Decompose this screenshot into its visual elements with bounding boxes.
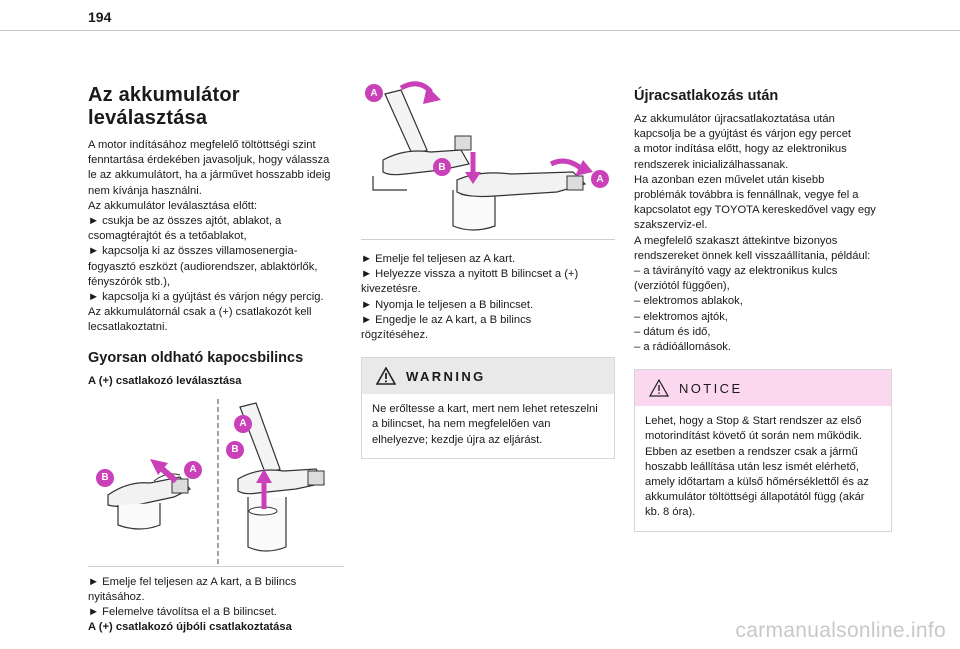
intro-text (88, 138, 344, 336)
notice-body (635, 406, 891, 530)
watermark: carmanualsonline.info (735, 619, 946, 642)
text-line: A megfelelő szakaszt áttekintve bizonyos (634, 234, 838, 247)
subtitle-reconnect: A (+) csatlakozó újbóli csatlakoztatása (88, 621, 292, 634)
text-line: szakszerviz-el. (634, 219, 708, 232)
text-line: fényszórók stb.), (88, 275, 171, 288)
text-line: ► kapcsolja ki az összes villamosenergia- (88, 245, 298, 258)
text-line: Az akkumulátor újracsatlakoztatása után (634, 113, 835, 125)
text-line: kb. 8 óra). (645, 506, 696, 519)
text-line: csomagtérajtót és a tetőablakot, (88, 230, 247, 243)
marker-a: A (184, 461, 202, 479)
text-line: – elektromos ajtók, (634, 310, 728, 323)
notice-header (635, 370, 891, 406)
notice-title: NOTICE (679, 380, 743, 396)
section-title-quick-clamp: Gyorsan oldható kapocsbilincs (88, 349, 304, 366)
warning-box (361, 357, 615, 459)
section-title-disconnect: Az akkumulátor leválasztása (88, 84, 240, 129)
text-line: amely időtartam a külső hőmérséklettől és az (645, 476, 869, 489)
notice-triangle-icon (649, 379, 669, 397)
text-line: Ha azonban ezen művelet után kisebb (634, 173, 825, 186)
text-line: – a rádióállomások. (634, 341, 732, 354)
page-number: 194 (88, 9, 112, 25)
text-line: rögzítéséhez. (361, 329, 429, 342)
warning-title: WARNING (406, 368, 486, 384)
warning-header (362, 358, 614, 394)
removal-steps (88, 575, 344, 621)
warning-triangle-icon (376, 367, 396, 385)
clamp-removal-drawing (88, 397, 344, 567)
text-line: fenntartása érdekében javasoljuk, hogy válassza (88, 154, 330, 167)
marker-b: B (96, 469, 114, 487)
text-line: nem kívánja használni. (88, 184, 202, 197)
section-title-reconnect: Újracsatlakozás után (634, 88, 779, 104)
text-line: problémák továbbra is fennállnak, vegye fel a (634, 189, 859, 202)
text-line: a bilincset, ha nem megfelelően van (372, 418, 551, 431)
marker-a: A (365, 84, 383, 102)
clamp-install-drawing (361, 80, 615, 240)
text-line: elhelyezve; kezdje újra az eljárást. (372, 433, 543, 446)
text-line: ► csukja be az összes ajtót, ablakot, a (88, 215, 282, 228)
header-rule (0, 30, 960, 31)
text-line: a motor indítása előtt, hogy az elektronikus (634, 143, 847, 156)
column-2 (361, 80, 615, 459)
text-line: motorindítást követő út során nem működik. (645, 430, 863, 443)
text-line: ► Emelje fel teljesen az A kart. (361, 253, 516, 265)
marker-b: B (433, 158, 451, 176)
text-line: A motor indításához megfelelő töltöttségi szint (88, 139, 316, 151)
text-line: rendszerek inicializálhassanak. (634, 158, 789, 171)
text-line: lecsatlakoztatni. (88, 321, 168, 334)
text-line: kapcsolatot egy TOYOTA kereskedővel vagy egy (634, 204, 876, 217)
text-line: nyitásához. (88, 591, 145, 604)
text-line: – elektromos ablakok, (634, 295, 743, 308)
subtitle-disconnect: A (+) csatlakozó leválasztása (88, 374, 242, 387)
text-line: hoszabb leállítása után lesz ismét elérhető, (645, 460, 859, 473)
text-line: Az akkumulátor leválasztása előtt: (88, 199, 258, 212)
text-line: – a távirányító vagy az elektronikus kulcs (634, 265, 838, 278)
text-line: akkumulátor töltöttségi állapotától függ (akár (645, 491, 865, 504)
column-3 (634, 80, 892, 532)
text-line: Ebben az esetben a rendszer csak a jármű (645, 445, 858, 458)
reconnect-text (634, 112, 892, 355)
text-line: ► Helyezze vissza a nyitott B bilincset a (+) (361, 268, 579, 281)
text-line: ► Nyomja le teljesen a B bilincset. (361, 298, 534, 311)
warning-body (362, 394, 614, 458)
text-line: kivezetésre. (361, 283, 421, 296)
text-line: Az akkumulátornál csak a (+) csatlakozót kell (88, 306, 312, 319)
install-steps (361, 252, 615, 343)
notice-box (634, 369, 892, 531)
text-line: rendszereket önnek kell visszaállítania, például: (634, 249, 871, 262)
column-1 (88, 80, 344, 636)
text-line: Ne erőltesse a kart, mert nem lehet reteszelni (372, 403, 598, 416)
text-line: kapcsolja be a gyújtást és várjon egy percet (634, 128, 852, 141)
text-line: ► Felemelve távolítsa el a B bilincset. (88, 606, 277, 619)
marker-b: B (226, 441, 244, 459)
text-line: (verziótól függően), (634, 280, 730, 293)
text-line: le az akkumulátort, ha a járművet hosszabb ideig (88, 169, 331, 182)
marker-a: A (234, 415, 252, 433)
illustration-clamp-removal (88, 397, 344, 567)
text-line: ► Emelje fel teljesen az A kart, a B bilincs (88, 575, 297, 588)
text-line: Lehet, hogy a Stop & Start rendszer az első (645, 415, 862, 428)
text-line: ► kapcsolja ki a gyújtást és várjon négy percig. (88, 291, 324, 304)
text-line: fogyasztó eszközt (audiorendszer, ablaktörlők, (88, 260, 318, 273)
text-line: ► Engedje le az A kart, a B bilincs (361, 313, 532, 326)
text-line: – dátum és idő, (634, 325, 711, 338)
illustration-clamp-install (361, 80, 615, 240)
marker-a: A (591, 170, 609, 188)
